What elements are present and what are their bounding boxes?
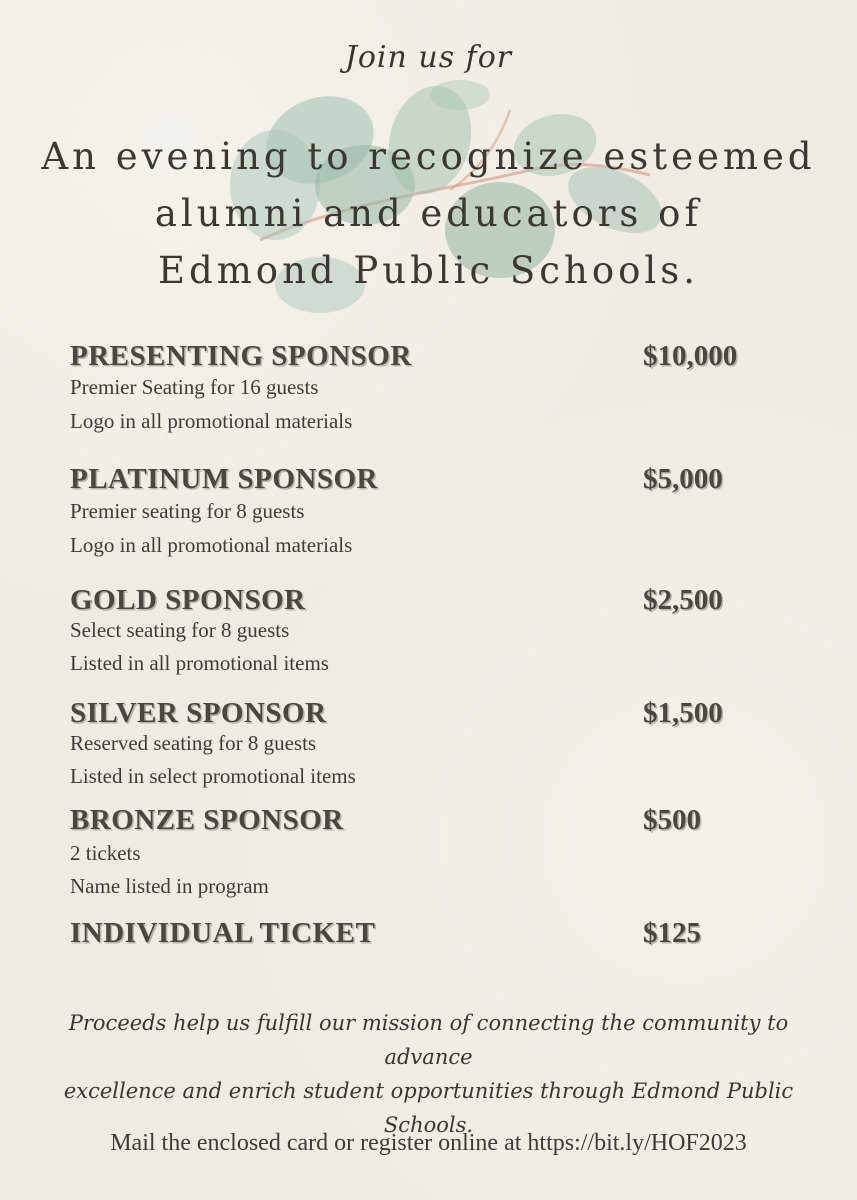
tier-perk: Premier seating for 8 guests	[70, 499, 305, 523]
proceeds-line: excellence and enrich student opportunities through Edmond Public Schools.	[63, 1079, 794, 1137]
tier-perk: Logo in all promotional materials	[70, 533, 353, 557]
tier-price: $125	[643, 917, 701, 949]
tier-perk: Listed in select promotional items	[70, 764, 356, 788]
tier-perk: Premier Seating for 16 guests	[70, 375, 319, 399]
tier-perk: Reserved seating for 8 guests	[70, 731, 317, 755]
tier-name: INDIVIDUAL TICKET	[70, 917, 376, 949]
tier-price: $5,000	[643, 463, 723, 495]
headline-line: Edmond Public Schools.	[158, 249, 699, 292]
tier-price: $10,000	[643, 340, 738, 372]
registration-info: Mail the enclosed card or register online at https://bit.ly/HOF2023	[110, 1130, 747, 1156]
tier-perk: Name listed in program	[70, 874, 269, 898]
tier-perk: Logo in all promotional materials	[70, 409, 353, 433]
tier-name: PLATINUM SPONSOR	[70, 463, 378, 495]
tier-price: $500	[643, 804, 701, 836]
tier-name: BRONZE SPONSOR	[70, 804, 344, 836]
tier-price: $1,500	[643, 697, 723, 729]
proceeds-statement	[30, 1006, 827, 1142]
intro-text: Join us for	[344, 40, 513, 75]
tier-name: PRESENTING SPONSOR	[70, 340, 412, 372]
headline-line: An evening to recognize esteemed	[41, 135, 816, 178]
headline-line: alumni and educators of	[154, 192, 703, 235]
tier-perk: 2 tickets	[70, 841, 141, 865]
tier-price: $2,500	[643, 584, 723, 616]
tier-perk: Listed in all promotional items	[70, 651, 329, 675]
headline	[30, 128, 827, 299]
tier-perk: Select seating for 8 guests	[70, 618, 290, 642]
tier-name: SILVER SPONSOR	[70, 697, 327, 729]
tier-name: GOLD SPONSOR	[70, 584, 306, 616]
proceeds-line: Proceeds help us fulfill our mission of connecting the community to advance	[68, 1011, 789, 1069]
